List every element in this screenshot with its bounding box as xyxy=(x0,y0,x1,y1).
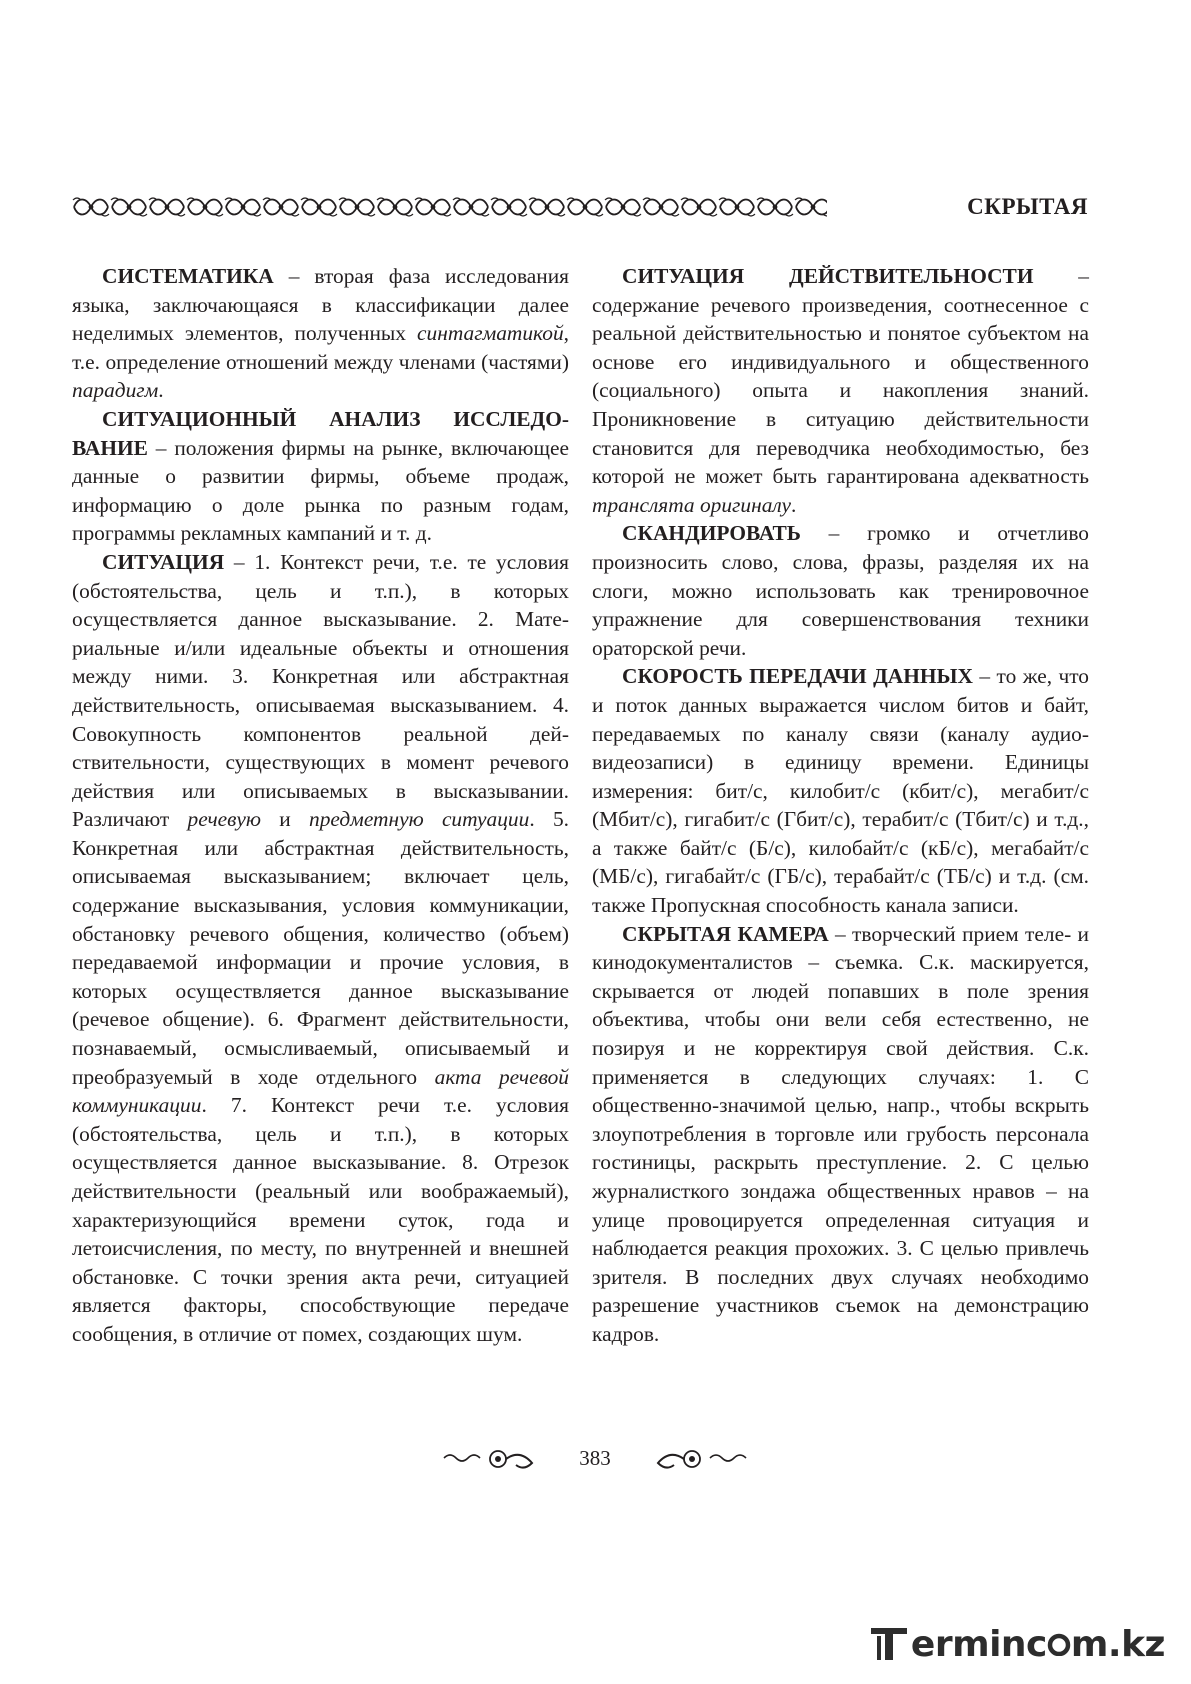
site-watermark xyxy=(867,1622,1165,1666)
entry-term: СИСТЕМАТИКА xyxy=(102,264,274,288)
page-header xyxy=(72,186,1088,226)
fleuron-right-icon xyxy=(650,1444,750,1474)
entry-term: СКОРОСТЬ ПЕРЕДАЧИ ДАННЫХ xyxy=(622,664,973,689)
running-head: СКРЫТАЯ xyxy=(967,194,1088,219)
cross-reference: парадигм xyxy=(72,378,159,403)
cross-reference: акта речевой коммуникации xyxy=(72,1064,569,1118)
fleuron-left-icon xyxy=(440,1444,540,1474)
watermark-text-part2: m.kz xyxy=(1070,1623,1165,1665)
dictionary-entry: СКАНДИРОВАТЬ – громко и отчетливо произносить слово, слова, фразы, разделяя их на слоги, можно использовать как тренировочное упражнение для совершенствования техники ораторской речи. xyxy=(592,521,1089,660)
dictionary-entry: СИТУАЦИЯ ДЕЙСТВИТЕЛЬНОСТИ – содержание речевого произведения, соотнесенное с реальной действительностью и понятое субъектом на основе его индивидуального и общественного (социального) опыта и накопления знаний. Проникновение в ситуацию действительности становится для переводчика необходимостью, без которой не может быть гарантирована адекватность транслята оригиналу. xyxy=(592,264,1089,517)
ornament-band-icon xyxy=(72,194,827,220)
page-footer xyxy=(0,1444,1191,1474)
watermark-t-logo-icon xyxy=(867,1622,911,1666)
page-number: 383 xyxy=(579,1446,611,1470)
entry-term: СИТУАЦИЯ ДЕЙСТВИТЕЛЬНОСТИ xyxy=(622,264,1034,288)
dictionary-entry: СИСТЕМАТИКА – вторая фаза исследования языка, заключающаяся в классификации далее неделимых элементов, полученных синтагматикой, т.е. определение отношений между членами (частями) парадигм. xyxy=(72,264,570,403)
cross-reference: предметную ситуации xyxy=(309,807,530,832)
watermark-o-ring-icon xyxy=(1047,1632,1071,1656)
dictionary-entry: СКОРОСТЬ ПЕРЕДАЧИ ДАННЫХ – то же, что и поток данных выражается числом битов и байт, передаваемых по каналу связи (каналу аудио-видеозаписи) в единицу времени. Единицы измерения: бит/с, килобит/с (кбит/с), мегабит/с (Мбит/с), гигабит/с (Гбит/с), терабит/с (Тбит/с) и т.д., а также байт/с (Б/с), килобайт/с (кБ/с), мегабайт/с (МБ/с), гигабайт/с (ГБ/с), терабайт/с (ТБ/с) и т.д. (см. также Пропускная способность канала записи. xyxy=(592,664,1090,918)
cross-reference: речевую xyxy=(187,807,261,832)
left-column xyxy=(72,262,569,1349)
entry-term: СКАНДИРОВАТЬ xyxy=(622,521,801,546)
dictionary-entry: СИТУАЦИЯ – 1. Контекст речи, т.е. те условия (обстоятельства, цель и т.п.), в которых осуществляется данное высказывание. 2. Материальные и/или идеальные объекты и отношения между ними. 3. Конкретная или абстрактная действительность, описываемая высказыванием. 4. Совокупность компонентов реальной действительности, существующих в момент речевого действия или описываемых в высказывании. Различают речевую и предметную ситуации. 5. Конкретная или абстрактная действительность, описываемая высказыванием; включает цель, содержание высказывания, условия коммуникации, обстановку речевого общения, количество (объем) передаваемой информации и прочие условия, в которых осуществляется данное высказывание (речевое общение). 6. Фрагмент действительности, познаваемый, осмысливаемый, описываемый и преобразуемый в ходе отдельного акта речевой коммуникации. 7. Контекст речи т.е. условия (обстоятельства, цель и т.п.), в которых осуществляется данное высказывание. 8. Отрезок действительности (реальный или воображаемый), характеризующийся времени суток, года и летоисчисления, по месту, по внутренней и внешней обстановке. С точки зрения акта речи, ситуацией является факторы, способствующие передаче сообщения, в отличие от помех, создающих шум. xyxy=(72,549,569,1346)
right-column xyxy=(592,262,1089,1349)
entry-term: СКРЫТАЯ КАМЕРА xyxy=(622,921,829,946)
watermark-t-letter: T xyxy=(866,1622,868,1623)
dictionary-entry: СКРЫТАЯ КАМЕРА – творческий прием теле- и кинодокументалистов – съемка. С.к. маскируется, скрывается от людей попавших в поле зрения объектива, чтобы они вели себя естественно, не позируя и не корректируя свой действия. С.к. применяется в следующих случаях: 1. С общественно-значимой целью, напр., чтобы вскрыть злоупотребления в торговле или грубость персонала гостиницы, раскрыть преступление. 2. С целью журналисткого зондажа общественных нравов – на улице провоцируется определенная ситуация и наблюдается реакция прохожих. 3. С целью привлечь зрителя. В последних двух случаях необходимо разрешение участников съемок на демонстрацию кадров. xyxy=(592,921,1089,1346)
cross-reference: транслята оригиналу xyxy=(592,492,791,517)
watermark-text-part1: erminc xyxy=(910,1623,1047,1665)
dictionary-entry: СИТУАЦИОННЫЙ АНАЛИЗ ИССЛЕДОВАНИЕ – положения фирмы на рынке, включающее данные о развитии фирмы, объеме продаж, информацию о доле рынка по разным годам, программы рекламных кампаний и т. д. xyxy=(72,406,569,546)
entry-term: СИТУАЦИЯ xyxy=(102,549,225,574)
entry-term: СИТУАЦИОННЫЙ АНАЛИЗ ИССЛЕДОВАНИЕ xyxy=(72,406,569,460)
cross-reference: синтагматикой xyxy=(417,321,564,346)
